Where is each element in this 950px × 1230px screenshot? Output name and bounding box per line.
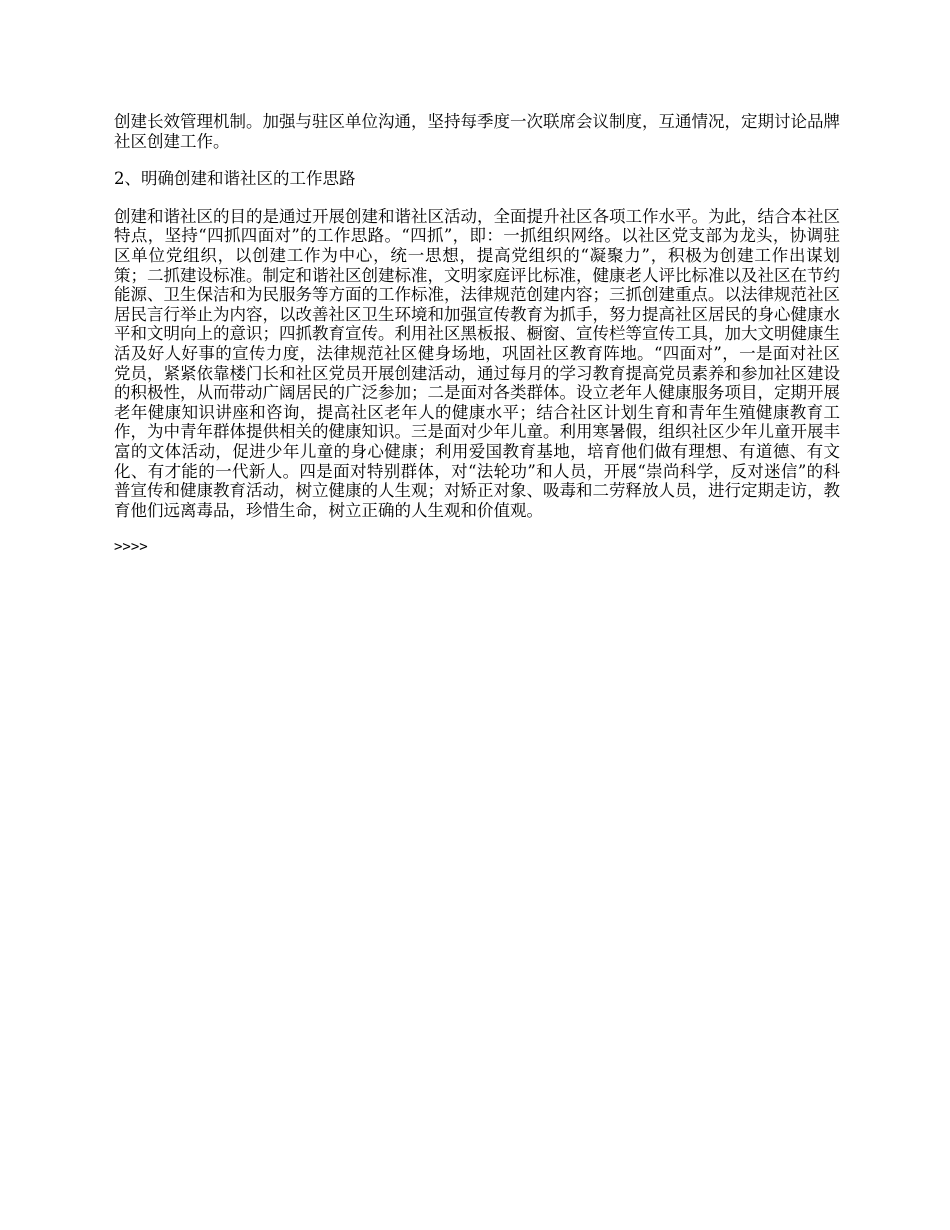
body-paragraph: 创建长效管理机制。加强与驻区单位沟通，坚持每季度一次联席会议制度，互通情况，定期讨论品牌社区创建工作。 [114,112,840,151]
body-paragraph: 创建和谐社区的目的是通过开展创建和谐社区活动，全面提升社区各项工作水平。为此，结合本社区特点，坚持“四抓四面对”的工作思路。“四抓”，即：一抓组织网络。以社区党支部为龙头，协调驻区单位党组织，以创建工作为中心，统一思想，提高党组织的“凝聚力”，积极为创建工作出谋划策；二抓建设标准。制定和谐社区创建标准，文明家庭评比标准，健康老人评比标准以及社区在节约能源、卫生保洁和为民服务等方面的工作标准，法律规范创建内容；三抓创建重点。以法律规范社区居民言行举止为内容，以改善社区卫生环境和加强宣传教育为抓手，努力提高社区居民的身心健康水平和文明向上的意识；四抓教育宣传。利用社区黑板报、橱窗、宣传栏等宣传工具，加大文明健康生活及好人好事的宣传力度，法律规范社区健身场地，巩固社区教育阵地。“四面对”，一是面对社区党员，紧紧依靠楼门长和社区党员开展创建活动，通过每月的学习教育提高党员素养和参加社区建设的积极性，从而带动广阔居民的广泛参加；二是面对各类群体。设立老年人健康服务项目，定期开展老年健康知识讲座和咨询，提高社区老年人的健康水平；结合社区计划生育和青年生殖健康教育工作，为中青年群体提供相关的健康知识。三是面对少年儿童。利用寒暑假，组织社区少年儿童开展丰富的文体活动，促进少年儿童的身心健康；利用爱国教育基地，培育他们做有理想、有道德、有文化、有才能的一代新人。四是面对特别群体，对“法轮功”和人员，开展“崇尚科学，反对迷信”的科普宣传和健康教育活动，树立健康的人生观；对矫正对象、吸毒和二劳释放人员，进行定期走访，教育他们远离毒品，珍惜生命，树立正确的人生观和价值观。 [114,206,840,520]
continuation-marker: >>>> [114,539,148,556]
document-body [114,112,840,558]
section-heading: 2、明确创建和谐社区的工作思路 [114,169,356,189]
